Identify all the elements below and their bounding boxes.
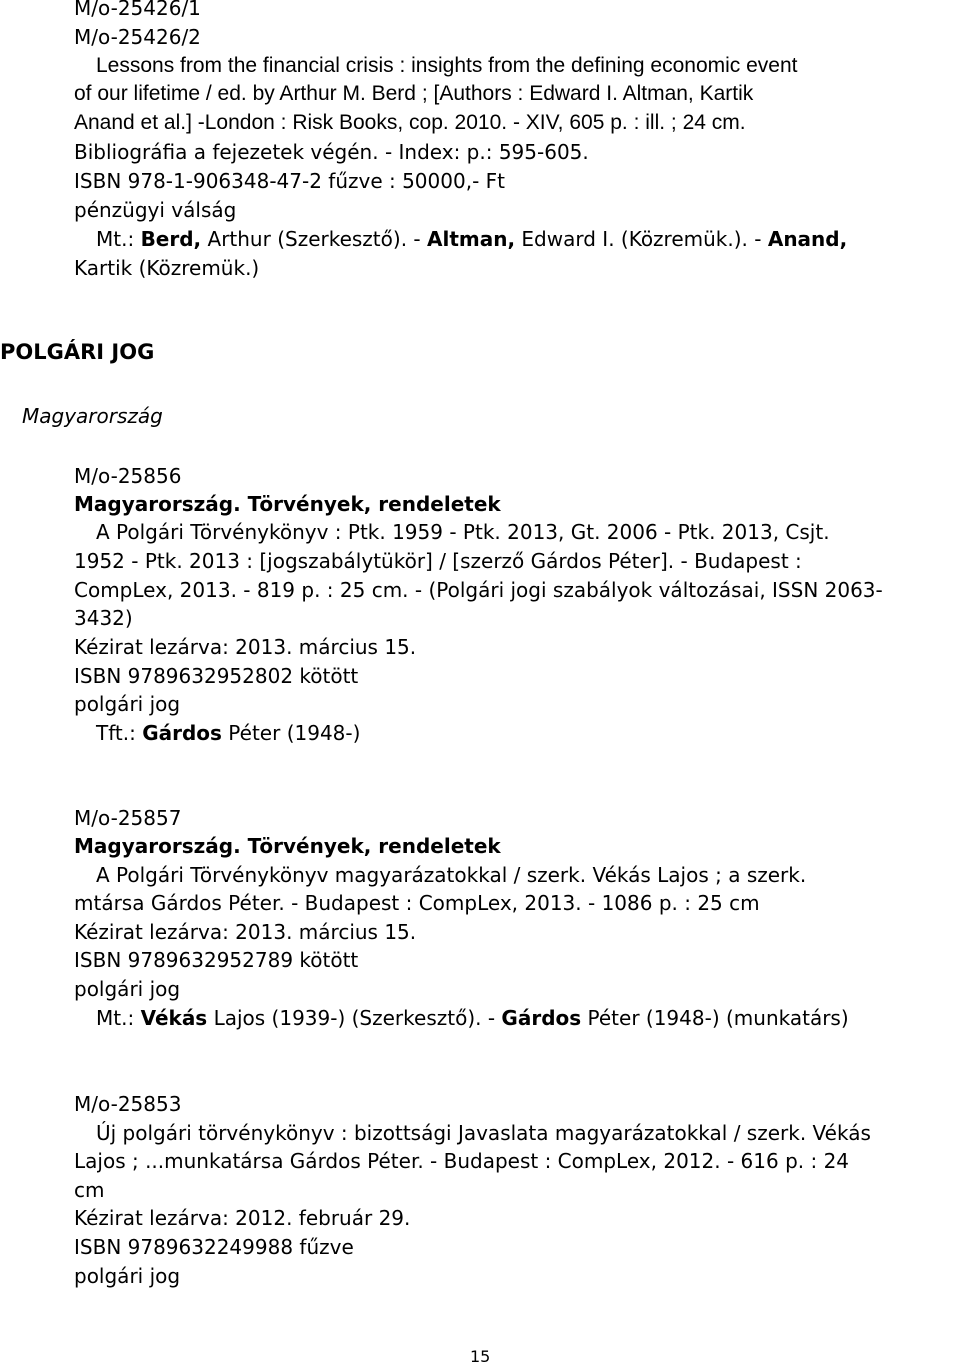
title-line: A Polgári Törvénykönyv magyarázatokkal / szerk. Vékás Lajos ; a szerk. [96, 863, 807, 887]
contributors-line [96, 719, 360, 747]
contributor-role: Péter (1948-) (munkatárs) [581, 1006, 849, 1030]
title-line: cm [74, 1178, 105, 1202]
contributor-name: Berd, [140, 227, 202, 251]
title-line: of our lifetime / ed. by Arthur M. Berd ; [Authors : Edward I. Altman, Kartik [74, 82, 754, 105]
record-id: M/o-25426/2 [74, 25, 201, 49]
title-line: mtársa Gárdos Péter. - Budapest : CompLex, 2013. - 1086 p. : 25 cm [74, 891, 760, 915]
isbn-line: ISBN 9789632249988 fűzve [74, 1235, 354, 1259]
mt-prefix: Mt.: [96, 227, 141, 251]
title-line: Új polgári törvénykönyv : bizottsági Javaslata magyarázatokkal / szerk. Vékás [96, 1121, 871, 1145]
subject-line: polgári jog [74, 692, 181, 716]
contributor-role: Lajos (1939-) (Szerkesztő). - [207, 1006, 502, 1030]
region-heading: Magyarország [22, 404, 163, 428]
subject-line: pénzügyi válság [74, 198, 237, 222]
note-line: Kézirat lezárva: 2012. február 29. [74, 1206, 411, 1230]
contributor-name: Vékás [140, 1006, 208, 1030]
mt-prefix: Mt.: [96, 1006, 141, 1030]
title-line: Lajos ; ...munkatársa Gárdos Péter. - Budapest : CompLex, 2012. - 616 p. : 24 [74, 1149, 850, 1173]
subject-line: polgári jog [74, 1264, 181, 1288]
note-line: Kézirat lezárva: 2013. március 15. [74, 920, 417, 944]
contributors-line: Kartik (Közremük.) [74, 256, 260, 280]
contributors-line [96, 1004, 849, 1032]
contributor-name: Altman, [426, 227, 516, 251]
record-id: M/o-25857 [74, 806, 182, 830]
tft-prefix: Tft.: [96, 721, 143, 745]
isbn-line: ISBN 9789632952789 kötött [74, 948, 359, 972]
record-id: M/o-25426/1 [74, 0, 201, 20]
title-line: 3432) [74, 606, 133, 630]
isbn-line: ISBN 9789632952802 kötött [74, 664, 359, 688]
contributor-role: Péter (1948-) [221, 721, 361, 745]
title-line: A Polgári Törvénykönyv : Ptk. 1959 - Ptk. 2013, Gt. 2006 - Ptk. 2013, Csjt. [96, 520, 830, 544]
title-line: Lessons from the financial crisis : insights from the defining economic event [96, 54, 798, 77]
contributor-name: Gárdos [501, 1006, 582, 1030]
contributor-name: Anand, [767, 227, 848, 251]
record-id: M/o-25856 [74, 464, 182, 488]
section-heading: POLGÁRI JOG [0, 340, 155, 364]
contributor-role: Edward I. (Közremük.). - [515, 227, 768, 251]
record-id: M/o-25853 [74, 1092, 182, 1116]
isbn-line: ISBN 978-1-906348-47-2 fűzve : 50000,- Ft [74, 169, 505, 193]
note-line: Kézirat lezárva: 2013. március 15. [74, 635, 417, 659]
title-line: Anand et al.] -London : Risk Books, cop. 2010. - XIV, 605 p. : ill. ; 24 cm. [74, 111, 746, 134]
contributor-role: Arthur (Szerkesztő). - [201, 227, 427, 251]
title-line: CompLex, 2013. - 819 p. : 25 cm. - (Polgári jogi szabályok változásai, ISSN 2063- [74, 578, 883, 602]
page-number: 15 [470, 1347, 491, 1366]
subject-heading: Magyarország. Törvények, rendeletek [74, 834, 501, 858]
contributors-line [96, 225, 847, 253]
title-line: Bibliográfia a fejezetek végén. - Index: p.: 595-605. [74, 140, 589, 164]
contributor-name: Gárdos [142, 721, 222, 745]
title-line: 1952 - Ptk. 2013 : [jogszabálytükör] / [szerző Gárdos Péter]. - Budapest : [74, 549, 802, 573]
subject-line: polgári jog [74, 977, 181, 1001]
subject-heading: Magyarország. Törvények, rendeletek [74, 492, 501, 516]
